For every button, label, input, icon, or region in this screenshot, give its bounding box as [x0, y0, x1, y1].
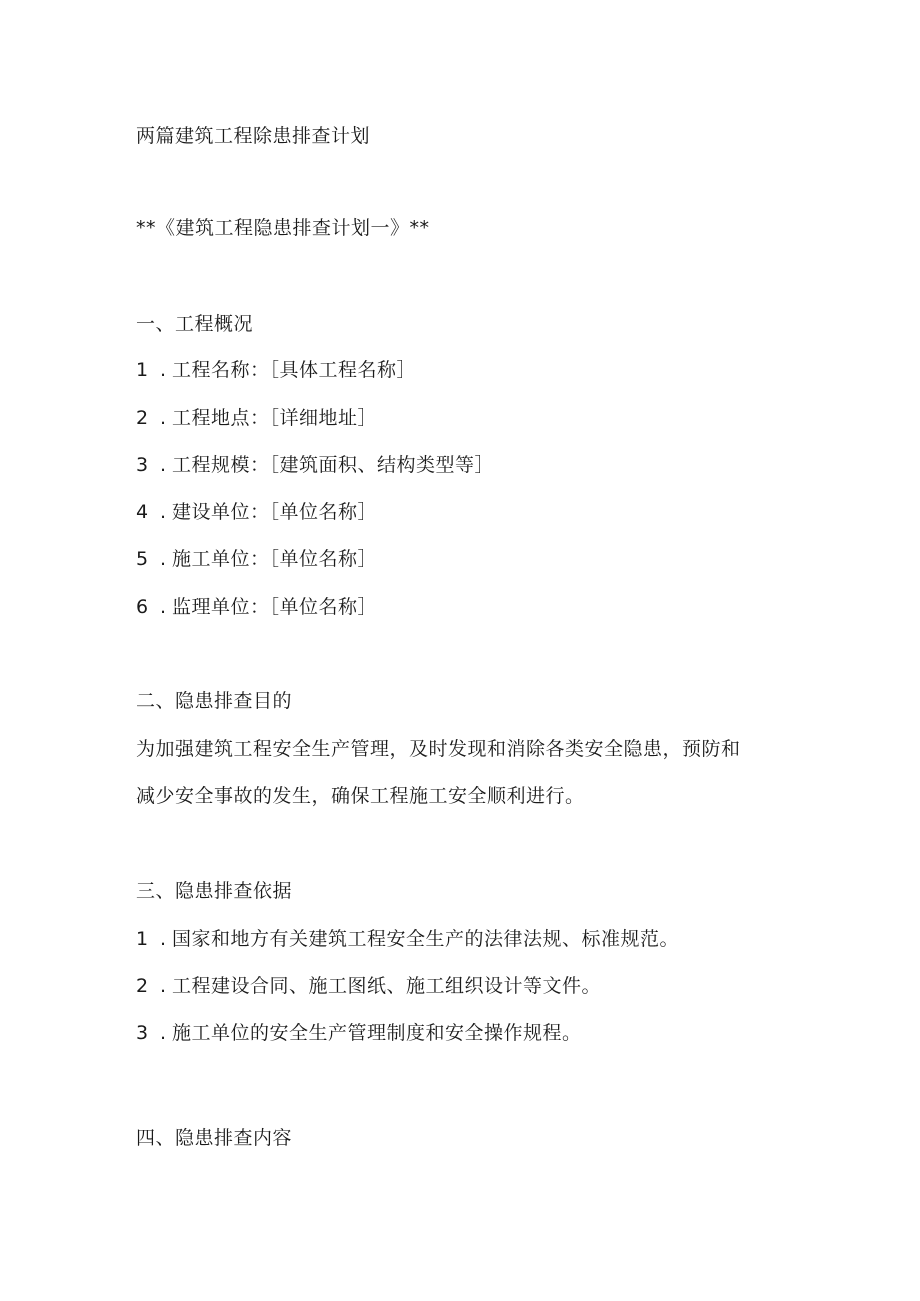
item-text: 工程建设合同、施工图纸、施工组织设计等文件。	[172, 975, 602, 997]
item-number: 1	[136, 359, 149, 381]
item-number: 1	[136, 928, 149, 950]
item-text: 国家和地方有关建筑工程安全生产的法律法规、标准规范。	[172, 928, 680, 950]
paragraph-line: 减少安全事故的发生，确保工程施工安全顺利进行。	[136, 785, 585, 807]
list-item: 3 . 施工单位的安全生产管理制度和安全操作规程。	[136, 1022, 582, 1044]
document-subtitle: **《建筑工程隐患排查计划一》**	[136, 217, 430, 239]
item-text: 工程地点：［详细地址］	[172, 407, 378, 429]
item-text: 建设单位：［单位名称］	[172, 501, 378, 523]
document-title: 两篇建筑工程除患排查计划	[136, 125, 371, 147]
list-item: 1 . 工程名称：［具体工程名称］	[136, 359, 417, 381]
item-number: 4	[136, 501, 149, 523]
item-number: 6	[136, 596, 149, 618]
item-text: 工程名称：［具体工程名称］	[172, 359, 417, 381]
section-heading-purpose: 二、隐患排查目的	[136, 690, 293, 712]
section-heading-basis: 三、隐患排查依据	[136, 880, 293, 902]
item-text: 施工单位的安全生产管理制度和安全操作规程。	[172, 1022, 582, 1044]
list-item: 6 . 监理单位：［单位名称］	[136, 596, 378, 618]
section-heading-overview: 一、工程概况	[136, 313, 254, 335]
list-item: 3 . 工程规模：［建筑面积、结构类型等］	[136, 454, 495, 476]
item-text: 施工单位：［单位名称］	[172, 548, 378, 570]
item-number: 3	[136, 454, 149, 476]
list-item: 1 . 国家和地方有关建筑工程安全生产的法律法规、标准规范。	[136, 928, 680, 950]
item-number: 2	[136, 975, 149, 997]
list-item: 2 . 工程地点：［详细地址］	[136, 407, 378, 429]
list-item: 5 . 施工单位：［单位名称］	[136, 548, 378, 570]
item-number: 2	[136, 407, 149, 429]
item-text: 工程规模：［建筑面积、结构类型等］	[172, 454, 495, 476]
list-item: 2 . 工程建设合同、施工图纸、施工组织设计等文件。	[136, 975, 602, 997]
paragraph-line: 为加强建筑工程安全生产管理，及时发现和消除各类安全隐患，预防和	[136, 738, 741, 760]
item-number: 3	[136, 1022, 149, 1044]
item-text: 监理单位：［单位名称］	[172, 596, 378, 618]
item-number: 5	[136, 548, 149, 570]
list-item: 4 . 建设单位：［单位名称］	[136, 501, 378, 523]
section-heading-content: 四、隐患排查内容	[136, 1127, 293, 1149]
